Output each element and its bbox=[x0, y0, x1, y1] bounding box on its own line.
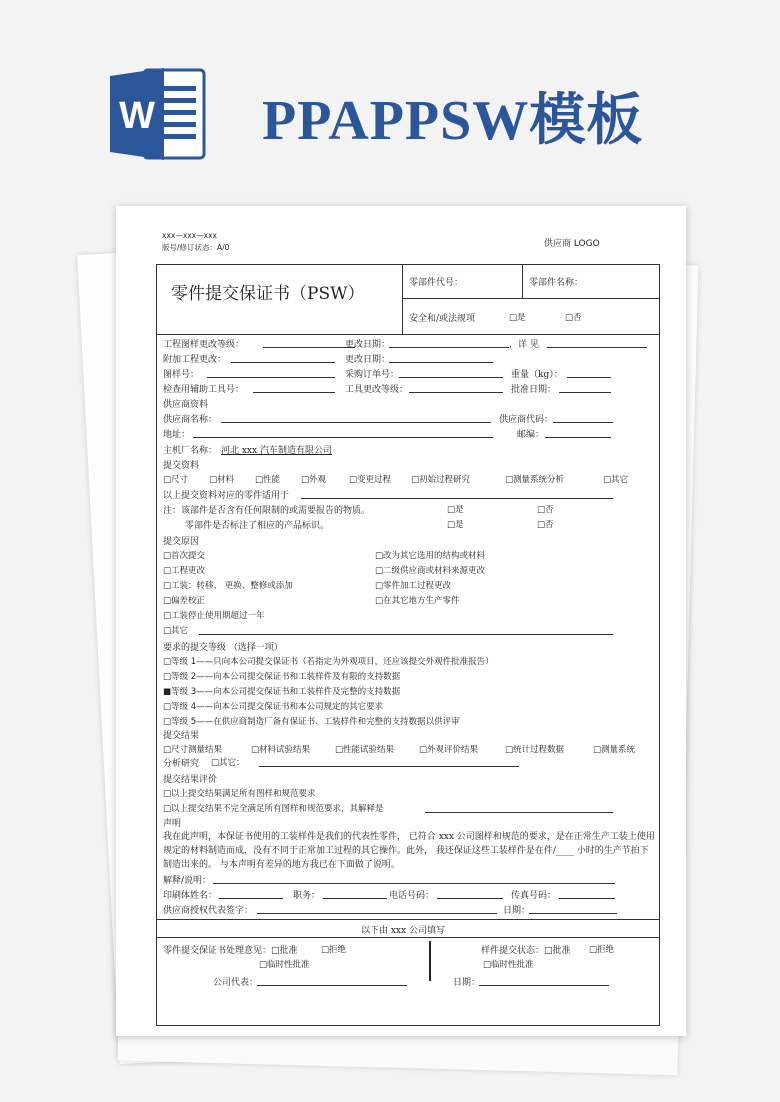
note-marking: 零部件是否标注了相应的产品标识。 bbox=[185, 521, 330, 531]
supplier-code-input[interactable] bbox=[553, 413, 613, 423]
marking-no-checkbox[interactable]: □否 bbox=[537, 520, 554, 530]
reason-correction-checkbox[interactable]: □偏差校正 bbox=[163, 596, 206, 606]
reason-subsupplier-checkbox[interactable]: □二级供应商或材料来源更改 bbox=[375, 566, 486, 576]
eval-meets-checkbox[interactable]: □以上提交结果满足所有图样和规范要求 bbox=[163, 789, 316, 799]
reason-alt-material-checkbox[interactable]: □改为其它选用的结构或材料 bbox=[375, 551, 486, 561]
document-page bbox=[116, 206, 686, 1036]
sub-change-process-checkbox[interactable]: □变更过程 bbox=[349, 475, 392, 485]
psw-disp-temp-checkbox[interactable]: □临时性批准 bbox=[259, 960, 310, 970]
reasons-heading: 提交原因 bbox=[163, 537, 200, 547]
company-rep-input[interactable] bbox=[257, 976, 407, 986]
explain-label: 解释/说明： bbox=[163, 876, 212, 886]
weight-label: 重量（kg）： bbox=[511, 370, 563, 380]
supplier-logo: 供应商 LOGO bbox=[544, 239, 600, 249]
reason-other-location-checkbox[interactable]: □在其它地方生产零件 bbox=[375, 596, 460, 606]
results-heading: 提交结果 bbox=[163, 731, 200, 741]
part-number-field[interactable]: 零部件代号： bbox=[403, 265, 523, 299]
zip-label: 邮编： bbox=[517, 430, 545, 440]
res-msa-continued: 分析研究 bbox=[163, 759, 200, 769]
level-5-checkbox[interactable]: □等级 5——在供应商制造厂备有保证书、工装样件和完整的支持数据以供评审 bbox=[163, 717, 460, 727]
supplier-code-label: 供应商代码： bbox=[499, 415, 554, 425]
applies-input[interactable] bbox=[301, 489, 613, 499]
level-3-checkbox[interactable]: ■等级 3——向本公司提交保证书和工装样件及完整的支持数据 bbox=[163, 687, 401, 697]
company-heading-divider bbox=[157, 937, 659, 938]
phone-input[interactable] bbox=[437, 889, 503, 899]
res-performance-checkbox[interactable]: □性能试验结果 bbox=[335, 745, 395, 755]
see-input[interactable] bbox=[547, 338, 647, 348]
levels-heading: 要求的提交等级 （选择一项） bbox=[163, 643, 283, 653]
doc-number: xxx—xxx—xxx bbox=[162, 231, 217, 240]
sub-performance-checkbox[interactable]: □性能 bbox=[255, 475, 281, 485]
substances-no-checkbox[interactable]: □否 bbox=[537, 505, 554, 515]
supplier-name-input[interactable] bbox=[221, 413, 491, 423]
res-other-checkbox[interactable]: □其它： bbox=[211, 758, 245, 768]
reason-other-checkbox[interactable]: □其它 bbox=[163, 626, 189, 636]
declaration-heading: 声明 bbox=[163, 819, 182, 829]
eval-not-meets-checkbox[interactable]: □以上提交结果不完全满足所有图样和规范要求，其解释是 bbox=[163, 804, 384, 814]
rep-sign-label: 供应商授权代表签字： bbox=[163, 906, 254, 916]
word-icon bbox=[108, 66, 208, 162]
safety-row bbox=[403, 299, 659, 335]
company-heading: 以下由 xxx 公司填写 bbox=[361, 926, 445, 936]
reason-eng-change-checkbox[interactable]: □工程更改 bbox=[163, 566, 206, 576]
submission-heading: 提交资料 bbox=[163, 461, 200, 471]
safety-label: 安全和/或法规项 bbox=[409, 314, 476, 324]
weight-input[interactable] bbox=[567, 368, 611, 378]
addl-change-input[interactable] bbox=[231, 353, 335, 363]
address-label: 地址： bbox=[163, 430, 191, 440]
res-appearance-checkbox[interactable]: □外观评价结果 bbox=[419, 745, 479, 755]
substances-yes-checkbox[interactable]: □是 bbox=[447, 505, 464, 515]
sub-initial-study-checkbox[interactable]: □初始过程研究 bbox=[411, 475, 471, 485]
sign-date-input[interactable] bbox=[529, 904, 617, 914]
fax-label: 传真号码： bbox=[511, 891, 557, 901]
eval-explain-input[interactable] bbox=[425, 803, 613, 813]
supplier-name-label: 供应商名称： bbox=[163, 415, 218, 425]
company-rep-label: 公司代表： bbox=[213, 978, 259, 988]
doc-number-block bbox=[162, 230, 229, 254]
res-other-input[interactable] bbox=[259, 757, 519, 767]
change-date2-input[interactable] bbox=[389, 353, 493, 363]
sample-status-temp-checkbox[interactable]: □临时性批准 bbox=[483, 960, 534, 970]
drawing-change-label: 工程图样更改等级： bbox=[163, 340, 245, 350]
declaration-text: 我在此声明，本保证书使用的工装样件是我们的代表性零件， 已符合 xxx 公司图样和规范的要求，是在正常生产工装上使用规定的材料制造而成，没有不同于正常加工过程的其它操作。此外， 我还保证这些工装样件是在件/____ 小时的生产节拍下制造出来的。 与本声明有差异的地方我已在下面做了说明。 bbox=[163, 832, 655, 870]
banner-title: PPAPPSW模板 bbox=[262, 90, 644, 152]
sample-status-reject-checkbox[interactable]: □拒绝 bbox=[589, 945, 615, 955]
po-no-input[interactable] bbox=[399, 368, 503, 378]
oem-label: 主机厂名称： bbox=[163, 446, 218, 456]
sub-msa-checkbox[interactable]: □测量系统分析 bbox=[505, 475, 565, 485]
title-input[interactable] bbox=[323, 889, 387, 899]
drawing-no-label: 图样号： bbox=[163, 370, 200, 380]
reason-first-checkbox[interactable]: □首次提交 bbox=[163, 551, 206, 561]
column-divider bbox=[429, 941, 431, 981]
res-material-checkbox[interactable]: □材料试验结果 bbox=[251, 745, 311, 755]
form-title: 零件提交保证书（PSW） bbox=[171, 284, 365, 304]
tool-no-label: 检查用辅助工具号： bbox=[163, 385, 245, 395]
oem-value: 河北 xxx 汽车制造有限公司 bbox=[221, 446, 332, 456]
sub-dimension-checkbox[interactable]: □尺寸 bbox=[163, 475, 189, 485]
level-4-checkbox[interactable]: □等级 4——向本公司提交保证书和本公司规定的其它要求 bbox=[163, 702, 384, 712]
banner bbox=[0, 0, 780, 200]
supplier-heading: 供应商资料 bbox=[163, 400, 209, 410]
rep-sign-input[interactable] bbox=[257, 904, 497, 914]
form-title-cell bbox=[157, 265, 403, 335]
reason-process-change-checkbox[interactable]: □零件加工过程更改 bbox=[375, 581, 452, 591]
approve-date-input[interactable] bbox=[559, 383, 611, 393]
tool-no-input[interactable] bbox=[253, 383, 335, 393]
company-date-input[interactable] bbox=[479, 976, 609, 986]
title-label: 职务： bbox=[293, 891, 321, 901]
tool-change-label: 工具更改等级： bbox=[345, 385, 409, 395]
note-substances: 注：该部件是否含有任何限制的或需要报告的物质。 bbox=[163, 506, 371, 516]
doc-revision: 版号/修订状态：A/0 bbox=[162, 243, 230, 252]
sub-appearance-checkbox[interactable]: □外观 bbox=[301, 475, 327, 485]
safety-no-checkbox[interactable]: □否 bbox=[565, 313, 582, 323]
part-name-field[interactable]: 零部件名称： bbox=[523, 265, 659, 299]
approve-date-label: 批准日期： bbox=[511, 385, 557, 395]
see-label: ，详 见 bbox=[509, 340, 539, 350]
change-date-label: 更改日期： bbox=[345, 340, 391, 350]
psw-disp-approve-checkbox[interactable]: 零件提交保证书处理意见：□批准 bbox=[163, 946, 298, 956]
eval-heading: 提交结果评价 bbox=[163, 775, 218, 785]
sub-material-checkbox[interactable]: □材料 bbox=[209, 475, 235, 485]
res-spc-checkbox[interactable]: □统计过程数据 bbox=[505, 745, 565, 755]
res-msa-checkbox[interactable]: □测量系统 bbox=[593, 745, 636, 755]
applies-label: 以上提交资料对应的零件适用于 bbox=[163, 491, 290, 501]
psw-form bbox=[156, 264, 660, 1026]
po-no-label: 采购订单号： bbox=[345, 370, 400, 380]
company-section-divider bbox=[157, 919, 659, 920]
print-name-input[interactable] bbox=[219, 889, 283, 899]
reason-tooling-checkbox[interactable]: □工装：转移、 更换、整修或添加 bbox=[163, 581, 293, 591]
tool-change-input[interactable] bbox=[409, 383, 503, 393]
fax-input[interactable] bbox=[559, 889, 615, 899]
reason-other-input[interactable] bbox=[199, 625, 613, 635]
print-name-label: 印刷体姓名： bbox=[163, 891, 218, 901]
change-date-input[interactable] bbox=[389, 338, 509, 348]
company-date-label: 日期： bbox=[453, 978, 481, 988]
safety-yes-checkbox[interactable]: □是 bbox=[509, 313, 526, 323]
svg-text:W: W bbox=[119, 95, 155, 137]
level-2-checkbox[interactable]: □等级 2——向本公司提交保证书和工装样件及有限的支持数据 bbox=[163, 672, 401, 682]
level-1-checkbox[interactable]: □等级 1——只向本公司提交保证书（若指定为外观项目，还应该提交外观件批准报告） bbox=[163, 657, 494, 667]
change-date2-label: 更改日期： bbox=[345, 355, 391, 365]
sample-status-approve-checkbox[interactable]: 样件提交状态：□批准 bbox=[481, 946, 571, 956]
marking-yes-checkbox[interactable]: □是 bbox=[447, 520, 464, 530]
drawing-no-input[interactable] bbox=[207, 368, 335, 378]
sign-date-label: 日期： bbox=[503, 906, 531, 916]
phone-label: 电话号码： bbox=[389, 891, 435, 901]
sub-other-checkbox[interactable]: □其它 bbox=[603, 475, 629, 485]
zip-input[interactable] bbox=[545, 428, 611, 438]
psw-disp-reject-checkbox[interactable]: □拒绝 bbox=[321, 945, 347, 955]
res-dimension-checkbox[interactable]: □尺寸测量结果 bbox=[163, 745, 223, 755]
explain-input[interactable] bbox=[213, 874, 615, 884]
addl-change-label: 附加工程更改： bbox=[163, 355, 227, 365]
drawing-change-input[interactable] bbox=[263, 338, 355, 348]
address-input[interactable] bbox=[193, 428, 493, 438]
reason-inactive-checkbox[interactable]: □工装停止使用期超过一年 bbox=[163, 611, 265, 621]
